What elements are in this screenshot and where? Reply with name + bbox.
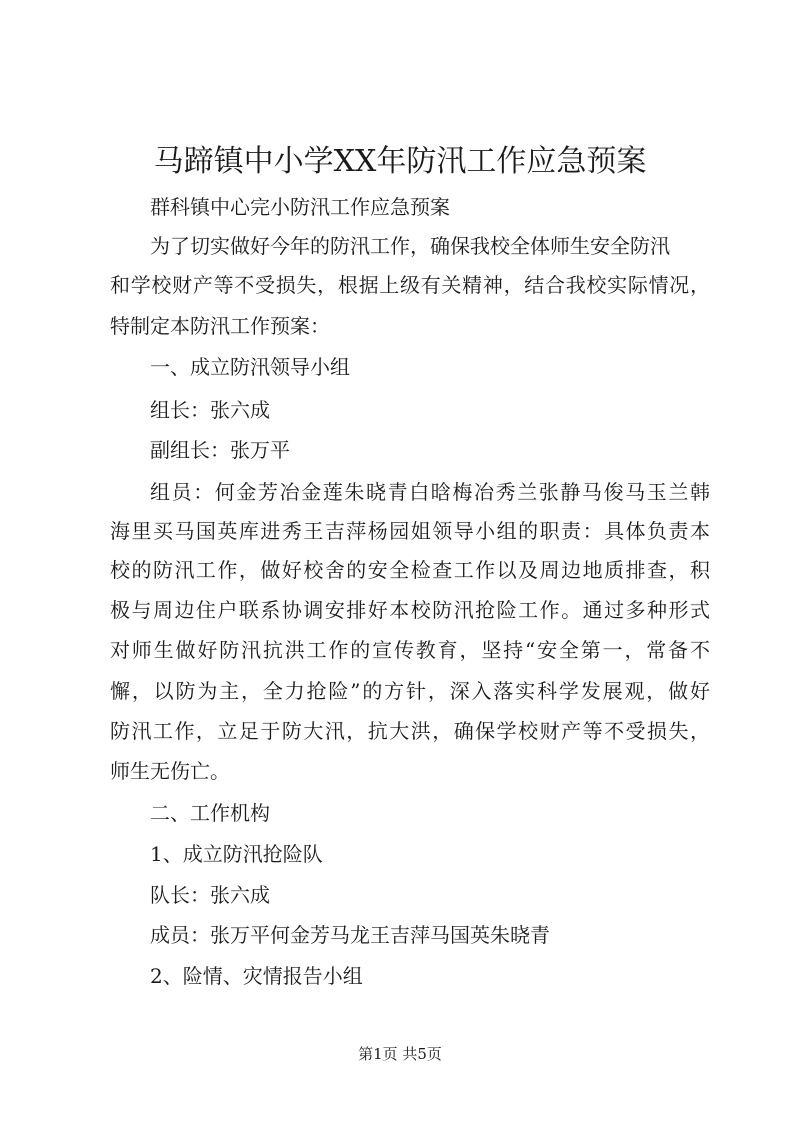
paragraph-line: 极与周边住户联系协调安排好本校防汛抢险工作。通过多种形式 [110,598,710,622]
paragraph-line: 海里买马国英库进秀王吉萍杨园姐领导小组的职责：具体负责本 [110,519,710,543]
paragraph-line: 为了切实做好今年的防汛工作，确保我校全体师生安全防汛 [150,234,670,258]
section-heading: 二、工作机构 [150,801,270,825]
paragraph-line: 和学校财产等不受损失，根据上级有关精神，结合我校实际情况， [110,273,710,297]
paragraph-line: 成员：张万平何金芳马龙王吉萍马国英朱晓青 [150,923,550,947]
paragraph-line: 校的防汛工作，做好校舍的安全检查工作以及周边地质排查，积 [110,558,710,582]
paragraph-line: 队长：张六成 [150,883,270,907]
paragraph-line: 组员：何金芳冶金莲朱晓青白晗梅冶秀兰张静马俊马玉兰韩 [150,480,710,504]
page-number-footer: 第1页 共5页 [358,1045,442,1063]
paragraph-line: 对师生做好防汛抗洪工作的宣传教育，坚持“安全第一，常备不 [110,638,710,662]
paragraph-line: 组长：张六成 [150,398,270,422]
paragraph-line: 师生无伤亡。 [110,759,230,783]
paragraph-line: 特制定本防汛工作预案： [110,314,330,338]
document-title: 马蹄镇中小学XX年防汛工作应急预案 [153,144,647,179]
paragraph-line: 1、成立防汛抢险队 [150,842,323,866]
subtitle-line: 群科镇中心完小防汛工作应急预案 [150,195,450,219]
section-heading: 一、成立防汛领导小组 [150,355,350,379]
paragraph-line: 副组长：张万平 [150,438,290,462]
paragraph-line: 2、险情、灾情报告小组 [150,964,363,988]
paragraph-line: 防汛工作，立足于防大汛，抗大洪，确保学校财产等不受损失， [110,719,710,743]
paragraph-line: 懈，以防为主，全力抢险”的方针，深入落实科学发展观，做好 [110,679,710,703]
